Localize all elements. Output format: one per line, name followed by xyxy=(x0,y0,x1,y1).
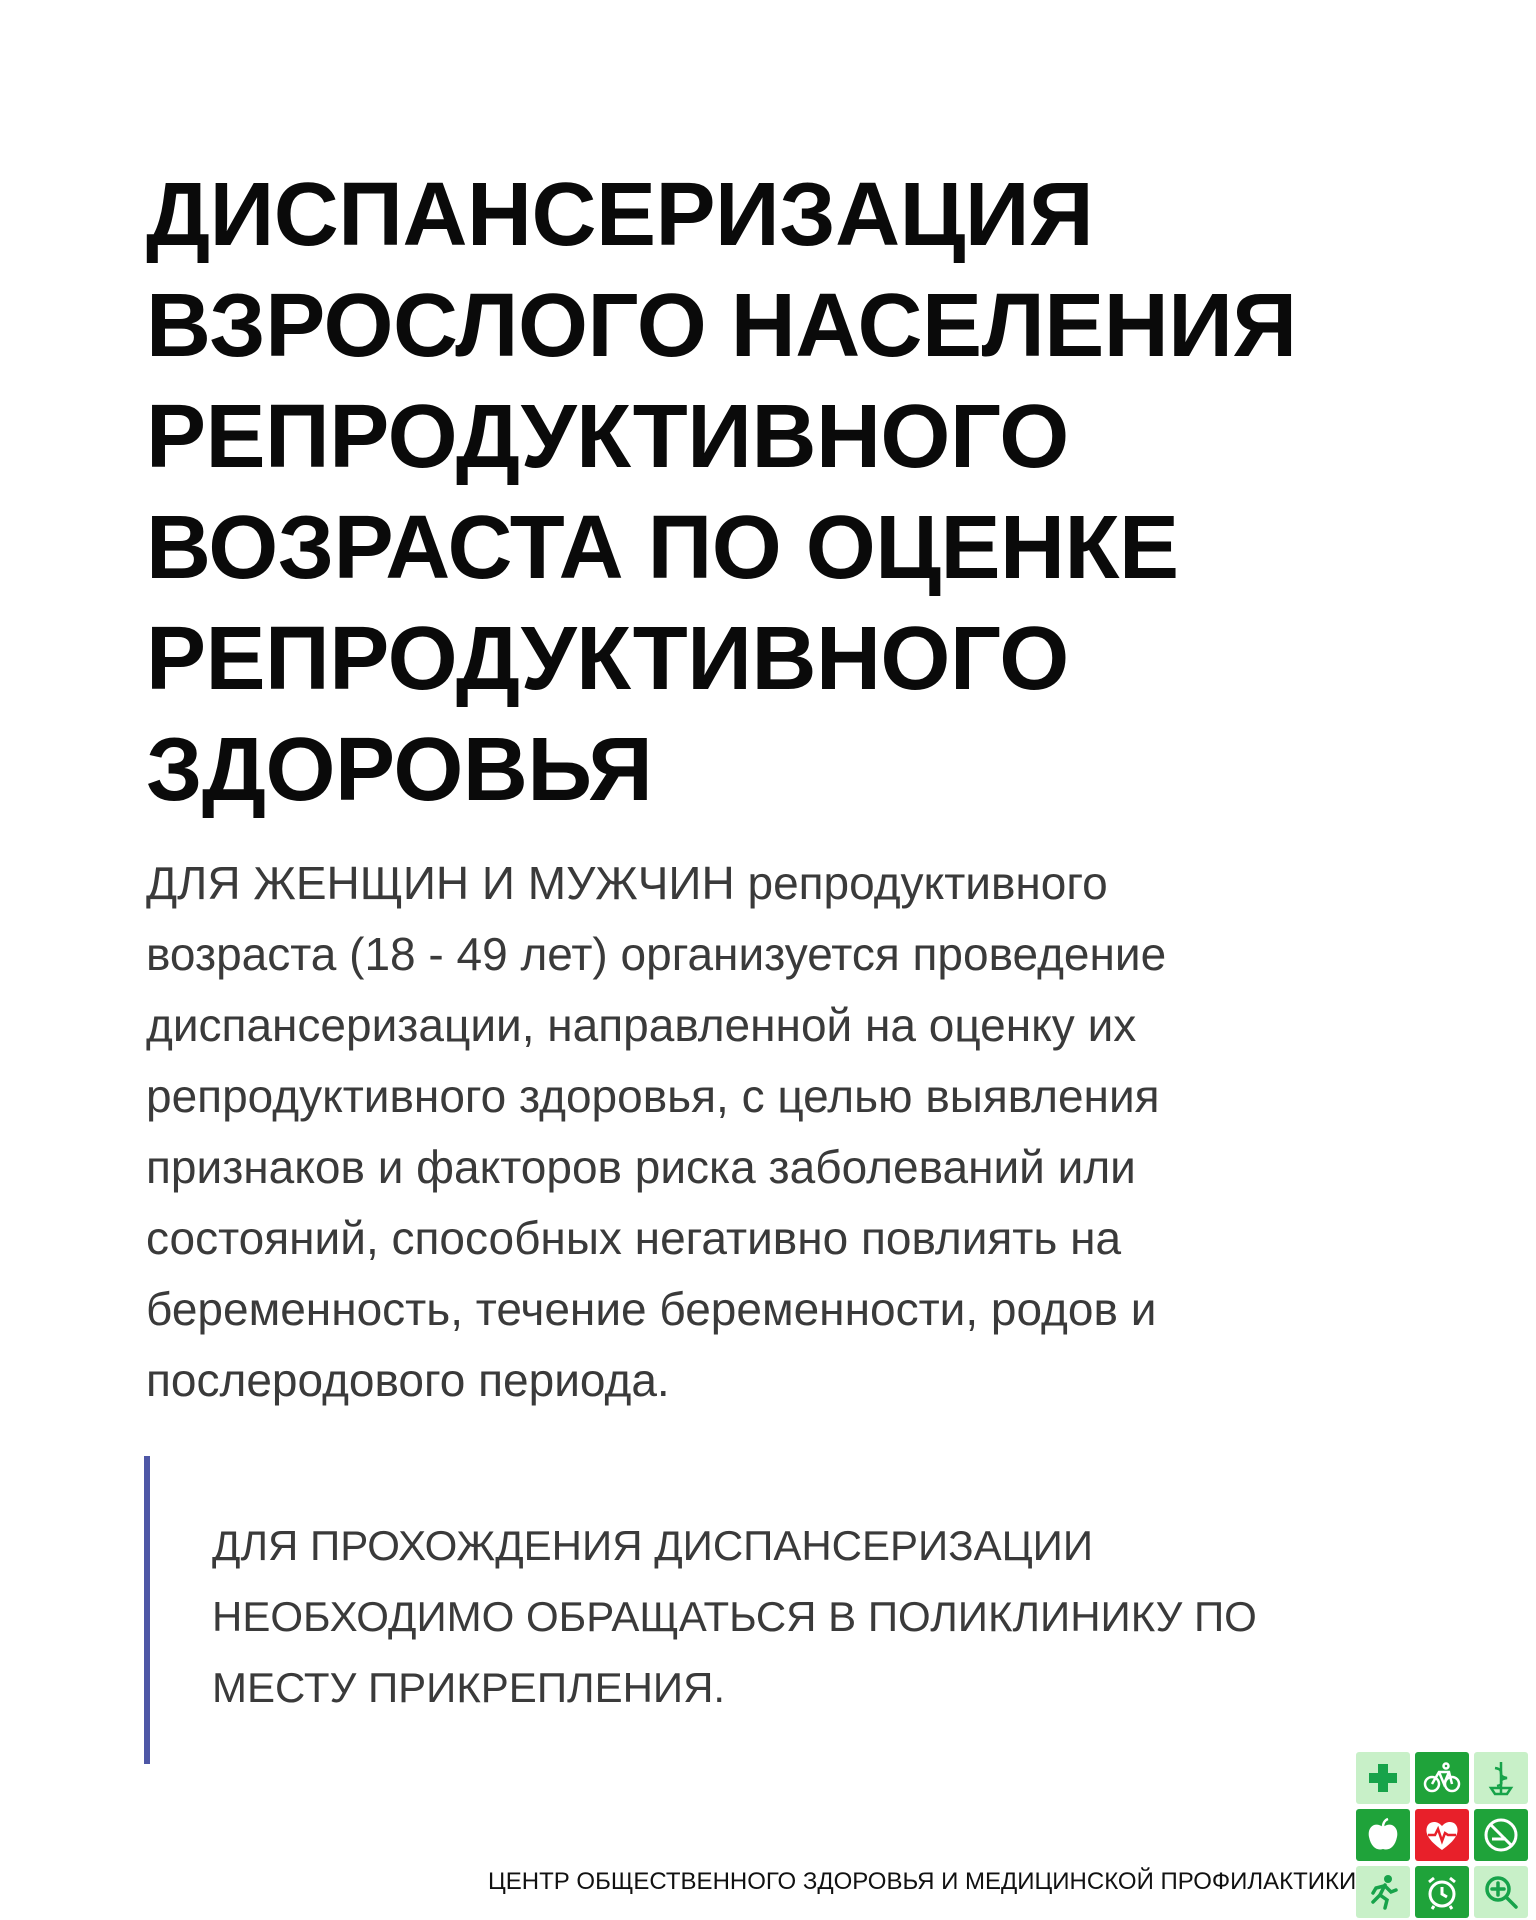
paragraph-line: состояний, способных негативно повлиять на xyxy=(146,1212,1122,1264)
paragraph-line: репродуктивного здоровья, с целью выявления xyxy=(146,1070,1160,1122)
title-line: ВОЗРАСТА ПО ОЦЕНКЕ xyxy=(146,498,1179,598)
paragraph-line: возраста (18 - 49 лет) организуется проведение xyxy=(146,928,1167,980)
page-title xyxy=(146,160,1446,826)
paragraph-line: признаков и факторов риска заболеваний или xyxy=(146,1141,1136,1193)
callout-line: ДЛЯ ПРОХОЖДЕНИЯ ДИСПАНСЕРИЗАЦИИ xyxy=(212,1522,1094,1569)
runner-icon xyxy=(1356,1866,1410,1918)
callout-accent-bar xyxy=(144,1456,150,1764)
title-line: ДИСПАНСЕРИЗАЦИЯ xyxy=(146,165,1094,265)
callout-line: НЕОБХОДИМО ОБРАЩАТЬСЯ В ПОЛИКЛИНИКУ ПО xyxy=(212,1593,1257,1640)
title-line: ЗДОРОВЬЯ xyxy=(146,720,653,820)
title-line: РЕПРОДУКТИВНОГО xyxy=(146,387,1069,487)
paragraph-line: послеродового периода. xyxy=(146,1354,670,1406)
alarm-clock-icon xyxy=(1415,1866,1469,1918)
callout-line: МЕСТУ ПРИКРЕПЛЕНИЯ. xyxy=(212,1664,726,1711)
bicycle-icon xyxy=(1415,1752,1469,1804)
title-line: РЕПРОДУКТИВНОГО xyxy=(146,609,1069,709)
paragraph-line: ДЛЯ ЖЕНЩИН И МУЖЧИН репродуктивного xyxy=(146,857,1108,909)
title-line: ВЗРОСЛОГО НАСЕЛЕНИЯ xyxy=(146,276,1297,376)
apple-icon xyxy=(1356,1809,1410,1861)
intro-paragraph xyxy=(146,848,1326,1416)
no-smoking-icon xyxy=(1474,1809,1528,1861)
organization-logo xyxy=(1356,1752,1528,1918)
paragraph-line: беременность, течение беременности, родов и xyxy=(146,1283,1157,1335)
medical-cross-icon xyxy=(1356,1752,1410,1804)
callout-note xyxy=(212,1510,1362,1723)
heart-pulse-icon xyxy=(1415,1809,1469,1861)
paragraph-line: диспансеризации, направленной на оценку их xyxy=(146,999,1137,1051)
organization-name: ЦЕНТР ОБЩЕСТВЕННОГО ЗДОРОВЬЯ И МЕДИЦИНСКОЙ ПРОФИЛАКТИКИ xyxy=(488,1868,1357,1895)
pharmacy-bowl-icon xyxy=(1474,1752,1528,1804)
magnifier-plus-icon xyxy=(1474,1866,1528,1918)
